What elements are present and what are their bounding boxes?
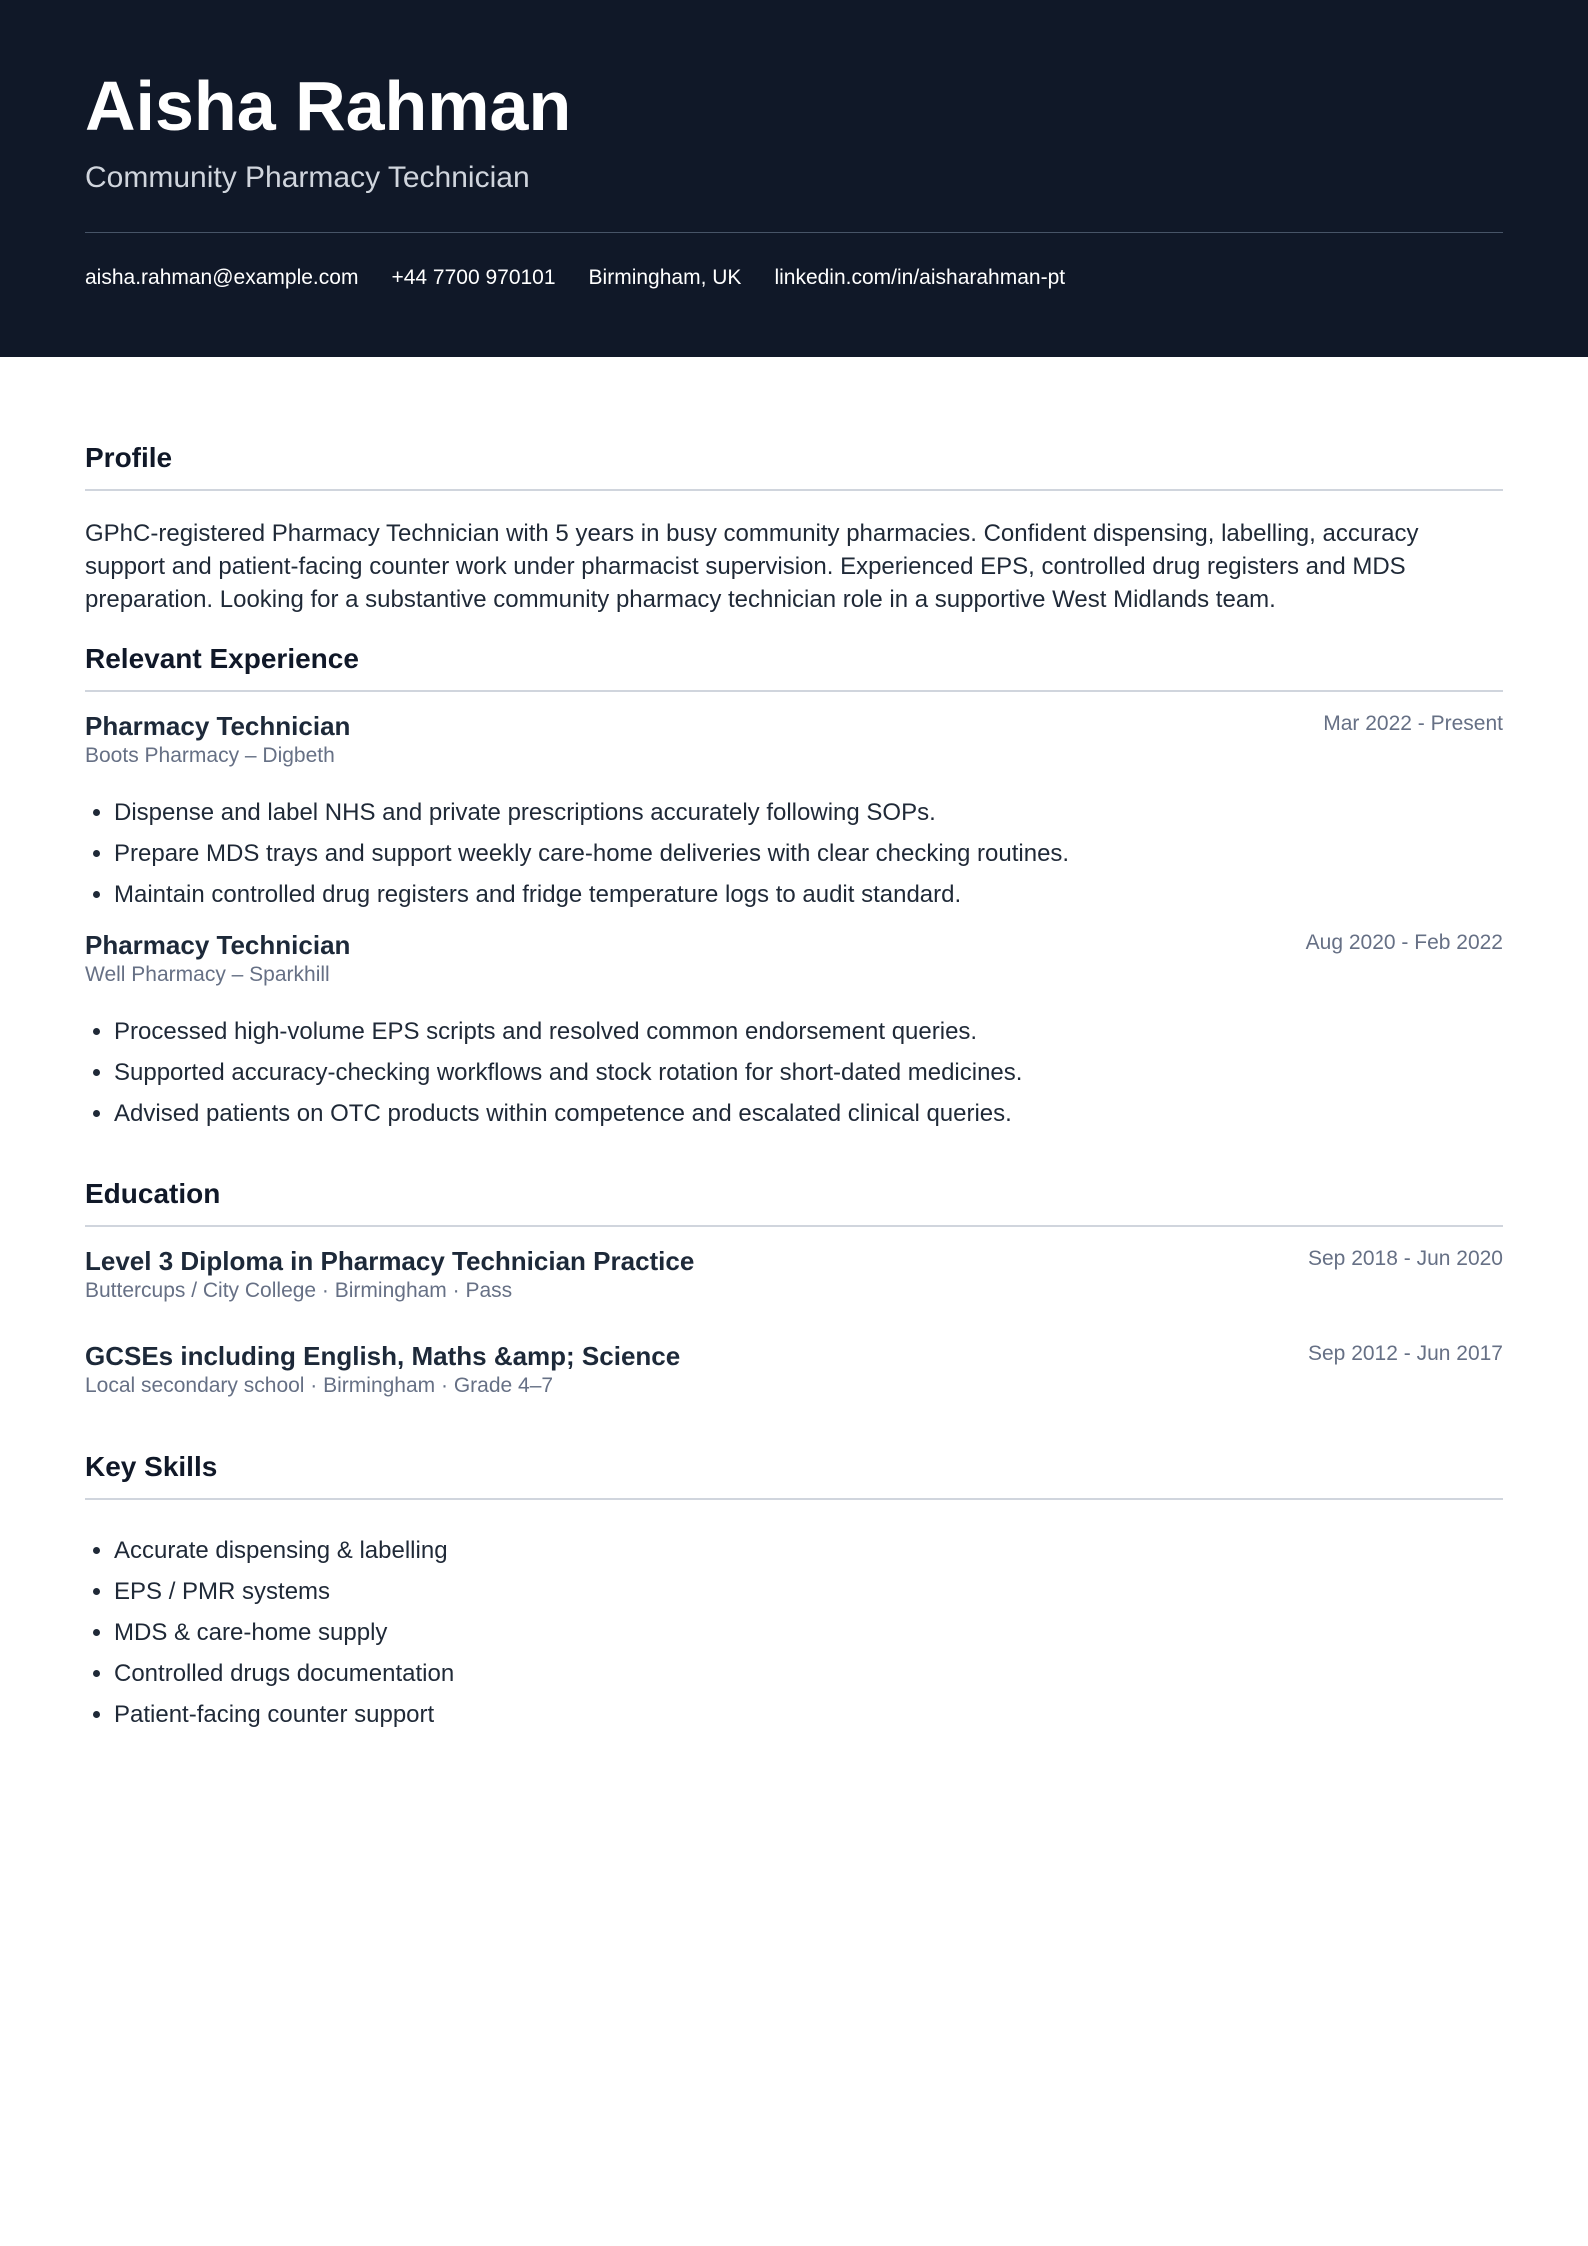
skills-list bbox=[85, 1530, 1503, 1735]
list-item: • Dispense and label NHS and private prescriptions accurately following SOPs. bbox=[114, 792, 1503, 833]
list-item: • MDS & care-home supply bbox=[114, 1612, 1503, 1653]
education-entry bbox=[85, 1245, 1503, 1305]
list-item: • Controlled drugs documentation bbox=[114, 1653, 1503, 1694]
job-role: Pharmacy Technician bbox=[85, 711, 351, 741]
job-role: Pharmacy Technician bbox=[85, 930, 351, 960]
section-divider bbox=[85, 690, 1503, 692]
list-item: • EPS / PMR systems bbox=[114, 1571, 1503, 1612]
section-heading-profile: Profile bbox=[85, 442, 173, 473]
job-dates: Mar 2022 - Present bbox=[1323, 712, 1503, 735]
list-item: • Prepare MDS trays and support weekly care-home deliveries with clear checking routines. bbox=[114, 833, 1503, 874]
job-duties bbox=[85, 792, 1503, 915]
header-divider bbox=[85, 232, 1503, 233]
list-item: • Advised patients on OTC products within competence and escalated clinical queries. bbox=[114, 1093, 1503, 1134]
education-dates: Sep 2012 - Jun 2017 bbox=[1308, 1342, 1503, 1365]
list-item: • Supported accuracy-checking workflows and stock rotation for short-dated medicines. bbox=[114, 1052, 1503, 1093]
qualification-name: GCSEs including English, Maths &amp; Science bbox=[85, 1341, 681, 1371]
job-entry bbox=[85, 710, 1503, 915]
list-item: • Patient-facing counter support bbox=[114, 1694, 1503, 1735]
list-item: • Accurate dispensing & labelling bbox=[114, 1530, 1503, 1571]
list-item: • Processed high-volume EPS scripts and resolved common endorsement queries. bbox=[114, 1011, 1503, 1052]
profile-section bbox=[85, 357, 1503, 616]
section-heading-experience: Relevant Experience bbox=[85, 643, 359, 674]
contact-bar bbox=[85, 265, 1503, 291]
job-employer: Well Pharmacy – Sparkhill bbox=[85, 963, 330, 986]
contact-location: Birmingham, UK bbox=[588, 266, 742, 289]
qualification-name: Level 3 Diploma in Pharmacy Technician Practice bbox=[85, 1246, 695, 1276]
candidate-title: Community Pharmacy Technician bbox=[85, 161, 530, 194]
job-duties bbox=[85, 1011, 1503, 1134]
section-divider bbox=[85, 1498, 1503, 1500]
skills-section bbox=[85, 1450, 1503, 1735]
section-divider bbox=[85, 1225, 1503, 1227]
section-heading-skills: Key Skills bbox=[85, 1451, 218, 1482]
job-employer: Boots Pharmacy – Digbeth bbox=[85, 744, 335, 767]
section-divider bbox=[85, 489, 1503, 491]
education-entry bbox=[85, 1340, 1503, 1400]
contact-phone[interactable]: +44 7700 970101 bbox=[391, 266, 556, 289]
education-details: Local secondary school · Birmingham · Grade 4–7 bbox=[85, 1374, 554, 1397]
candidate-name: Aisha Rahman bbox=[85, 67, 572, 145]
section-heading-education: Education bbox=[85, 1178, 221, 1209]
job-dates: Aug 2020 - Feb 2022 bbox=[1305, 931, 1503, 954]
education-section bbox=[85, 1177, 1503, 1400]
resume-body bbox=[0, 357, 1588, 1735]
resume-header bbox=[0, 0, 1588, 357]
education-details: Buttercups / City College · Birmingham · Pass bbox=[85, 1279, 513, 1302]
profile-summary: GPhC-registered Pharmacy Technician with 5 years in busy community pharmacies. Confident dispensing, labelling, accuracy support and patient-facing counter work under pharmacist supervision. Experienced EPS, controlled drug registers and MDS preparation. Looking for a substantive community pharmacy technician role in a supportive West Midlands team. bbox=[85, 520, 1419, 613]
contact-email[interactable]: aisha.rahman@example.com bbox=[85, 266, 359, 289]
job-entry bbox=[85, 929, 1503, 1134]
list-item: • Maintain controlled drug registers and fridge temperature logs to audit standard. bbox=[114, 874, 1503, 915]
education-dates: Sep 2018 - Jun 2020 bbox=[1308, 1247, 1503, 1270]
experience-section bbox=[85, 642, 1503, 1134]
contact-linkedin[interactable]: linkedin.com/in/aisharahman-pt bbox=[774, 266, 1066, 289]
